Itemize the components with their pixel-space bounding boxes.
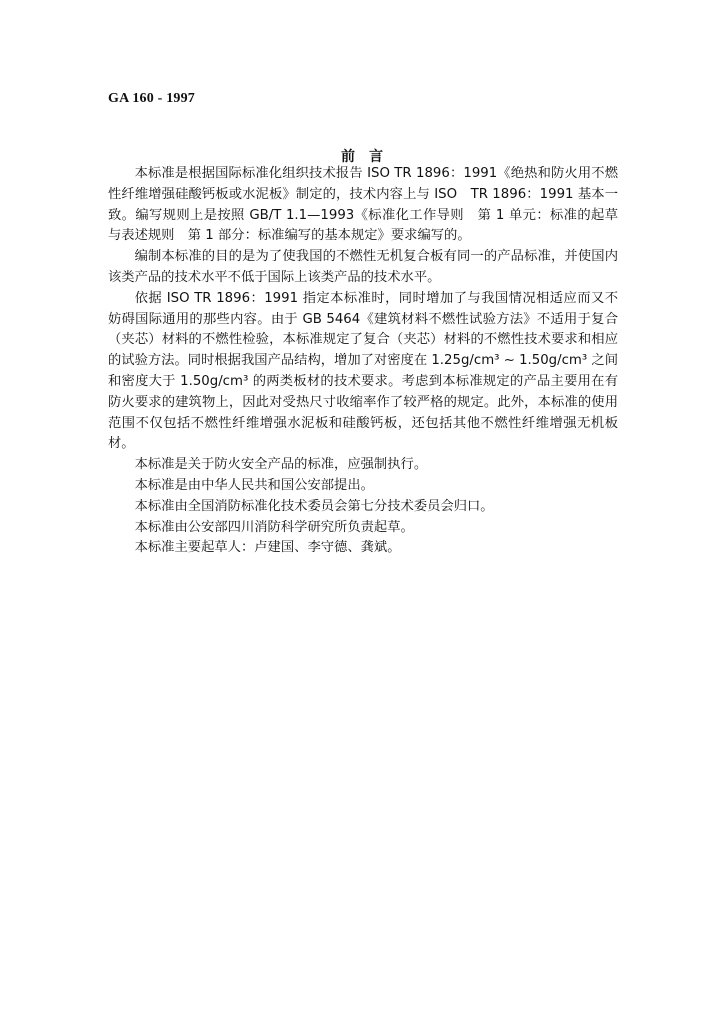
page-title: 前 言 xyxy=(341,149,383,165)
paragraph-mandatory: 本标准是关于防火安全产品的标准，应强制执行。 xyxy=(134,457,428,473)
paragraph-committee: 本标准由全国消防标准化技术委员会第七分技术委员会归口。 xyxy=(134,498,494,514)
paragraph-basis: 本标准是根据国际标准化组织技术报告 ISO TR 1896：1991《绝热和防火用不燃性纤维增强硅酸钙板或水泥板》制定的，技术内容上与 ISO TR 1896：1991 基本一致。编写规则上是按照 GB/T 1.1—1993《标准化工作导则 第 1 单元：标准的起草与表述规则 第 1 部分：标准编写的基本规定》要求编写的。 xyxy=(108,166,618,244)
paragraph-drafting-unit: 本标准由公安部四川消防科学研究所负责起草。 xyxy=(134,519,414,535)
paragraph-additions: 依据 ISO TR 1896：1991 指定本标准时，同时增加了与我国情况相适应而又不妨碍国际通用的那些内容。由于 GB 5464《建筑材料不燃性试验方法》不适用于复合（夹芯）材料的不燃性检验，本标准规定了复合（夹芯）材料的不燃性技术要求和相应的试验方法。同时根据我国产品结构，增加了对密度在 1.25g/cm³ ~ 1.50g/cm³ 之间和密度大于 1.50g/cm³ 的两类板材的技术要求。考虑到本标准规定的产品主要用在有防火要求的建筑物上，因此对受热尺寸收缩率作了较严格的规定。此外，本标准的使用范围不仅包括不燃性纤维增强水泥板和硅酸钙板，还包括其他不燃性纤维增强无机板材。 xyxy=(108,290,619,452)
paragraph-drafters: 本标准主要起草人：卢建国、李守德、龚斌。 xyxy=(134,540,401,556)
foreword-body xyxy=(108,164,618,559)
paragraph-proposer: 本标准是由中华人民共和国公安部提出。 xyxy=(134,477,374,493)
standard-number: GA 160 - 1997 xyxy=(108,91,195,106)
paragraph-purpose: 编制本标准的目的是为了使我国的不燃性无机复合板有同一的产品标准，并使国内该类产品的技术水平不低于国际上该类产品的技术水平。 xyxy=(108,249,618,285)
